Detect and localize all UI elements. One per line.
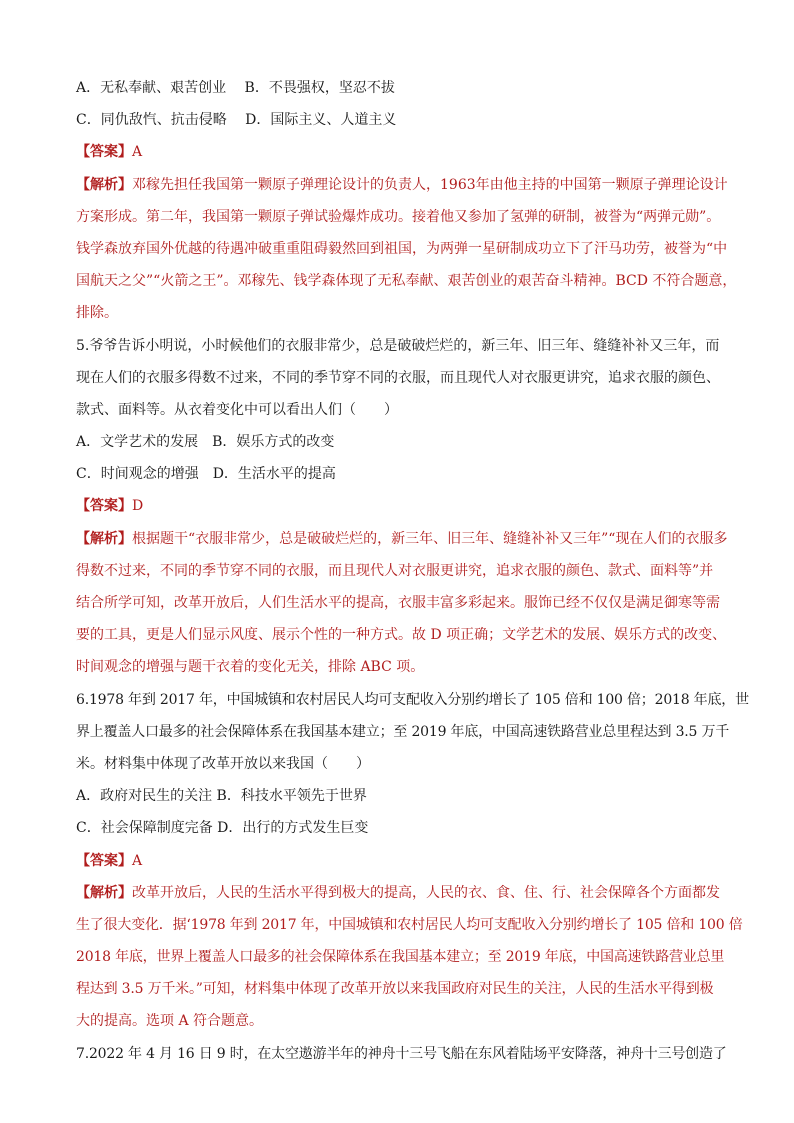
q4-answer <box>76 142 722 162</box>
q5-options-row-2: C．时间观念的增强 D．生活水平的提高 <box>76 466 336 483</box>
q6-analysis-line-5: 大的提高。选项 A 符合题意。 <box>76 1013 264 1030</box>
q5-stem-line-3: 款式、面料等。从衣着变化中可以看出人们（ ） <box>76 401 398 418</box>
answer-value: A <box>132 852 143 869</box>
analysis-tag: 【解析】 <box>76 530 132 547</box>
q4-analysis-line-4: 国航天之父”“火箭之王”。邓稼先、钱学森体现了无私奉献、艰苦创业的艰苦奋斗精神。BCD 不符合题意， <box>76 273 737 290</box>
q4-options-row-2: C．同仇敌忾、抗击侵略 D．国际主义、人道主义 <box>76 112 397 129</box>
q5-stem-line-2: 现在人们的衣服多得数不过来，不同的季节穿不同的衣服，而且现代人对衣服更讲究，追求衣服的颜色、 <box>76 369 720 386</box>
q6-analysis-line-1 <box>76 883 722 903</box>
q5-analysis-line-5: 时间观念的增强与题干衣着的变化无关，排除 ABC 项。 <box>76 659 425 676</box>
q5-analysis-line-1 <box>76 529 728 549</box>
analysis-text: 根据题干“衣服非常少，总是破破烂烂的，新三年、旧三年、缝缝补补又三年”“现在人们的衣服多 <box>132 530 728 547</box>
q7-stem-line-1: 7.2022 年 4 月 16 日 9 时，在太空遨游半年的神舟十三号飞船在东风着陆场平安降落，神舟十三号创造了 <box>76 1045 727 1062</box>
analysis-tag: 【解析】 <box>76 176 132 193</box>
analysis-text: 改革开放后，人民的生活水平得到极大的提高，人民的衣、食、住、行、社会保障各个方面都发 <box>132 884 720 901</box>
answer-tag: 【答案】 <box>76 852 132 869</box>
q5-analysis-line-4: 要的工具，更是人们显示风度、展示个性的一种方式。故 D 项正确；文学艺术的发展、娱乐方式的改变、 <box>76 627 727 644</box>
q6-analysis-line-3: 2018 年底，世界上覆盖人口最多的社会保障体系在我国基本建立；至 2019 年底，中国高速铁路营业总里 <box>76 949 725 966</box>
q6-options-row-2: C．社会保障制度完备 D．出行的方式发生巨变 <box>76 820 369 837</box>
q5-answer <box>76 496 722 516</box>
q4-analysis-line-1 <box>76 175 728 195</box>
answer-value: D <box>132 498 144 515</box>
q6-stem-line-2: 界上覆盖人口最多的社会保障体系在我国基本建立；至 2019 年底，中国高速铁路营业总里程达到 3.5 万千 <box>76 723 730 740</box>
analysis-tag: 【解析】 <box>76 884 132 901</box>
q5-stem-line-1: 5.爷爷告诉小明说，小时候他们的衣服非常少，总是破破烂烂的，新三年、旧三年、缝缝补补又三年，而 <box>76 337 720 354</box>
q4-analysis-line-2: 方案形成。第二年，我国第一颗原子弹试验爆炸成功。接着他又参加了氢弹的研制，被誉为“两弹元勋”。 <box>76 208 721 225</box>
answer-tag: 【答案】 <box>76 498 132 515</box>
q4-analysis-line-3: 钱学森放弃国外优越的待遇冲破重重阻碍毅然回到祖国，为两弹一星研制成功立下了汗马功劳，被誉为“中 <box>76 240 728 257</box>
answer-value: A <box>132 144 143 161</box>
q6-analysis-line-2: 生了很大变化．据‘1978 年到 2017 年，中国城镇和农村居民人均可支配收入分别约增长了 105 倍和 100 倍 <box>76 916 743 933</box>
q6-analysis-line-4: 程达到 3.5 万千米。”可知，材料集中体现了改革开放以来我国政府对民生的关注，人民的生活水平得到极 <box>76 981 714 998</box>
answer-tag: 【答案】 <box>76 144 132 161</box>
document-page <box>76 78 749 1076</box>
q5-options-row-1: A．文学艺术的发展 B．娱乐方式的改变 <box>76 434 335 451</box>
q4-analysis-line-5: 排除。 <box>76 305 118 322</box>
analysis-text: 邓稼先担任我国第一颗原子弹理论设计的负责人，1963年由他主持的中国第一颗原子弹理论设计 <box>132 176 728 193</box>
q6-options-row-1: A．政府对民生的关注 B．科技水平领先于世界 <box>76 788 367 805</box>
q5-analysis-line-2: 得数不过来，不同的季节穿不同的衣服，而且现代人对衣服更讲究，追求衣服的颜色、款式、面料等”并 <box>76 562 714 579</box>
q6-stem-line-1: 6.1978 年到 2017 年，中国城镇和农村居民人均可支配收入分别约增长了 105 倍和 100 倍；2018 年底，世 <box>76 691 749 708</box>
q6-answer <box>76 851 722 871</box>
q6-stem-line-3: 米。材料集中体现了改革开放以来我国（ ） <box>76 755 370 772</box>
q4-options-row-1: A．无私奉献、艰苦创业 B．不畏强权，坚忍不拔 <box>76 80 395 96</box>
q5-analysis-line-3: 结合所学可知，改革开放后，人们生活水平的提高，衣服丰富多彩起来。服饰已经不仅仅是满足御寒等需 <box>76 595 720 611</box>
